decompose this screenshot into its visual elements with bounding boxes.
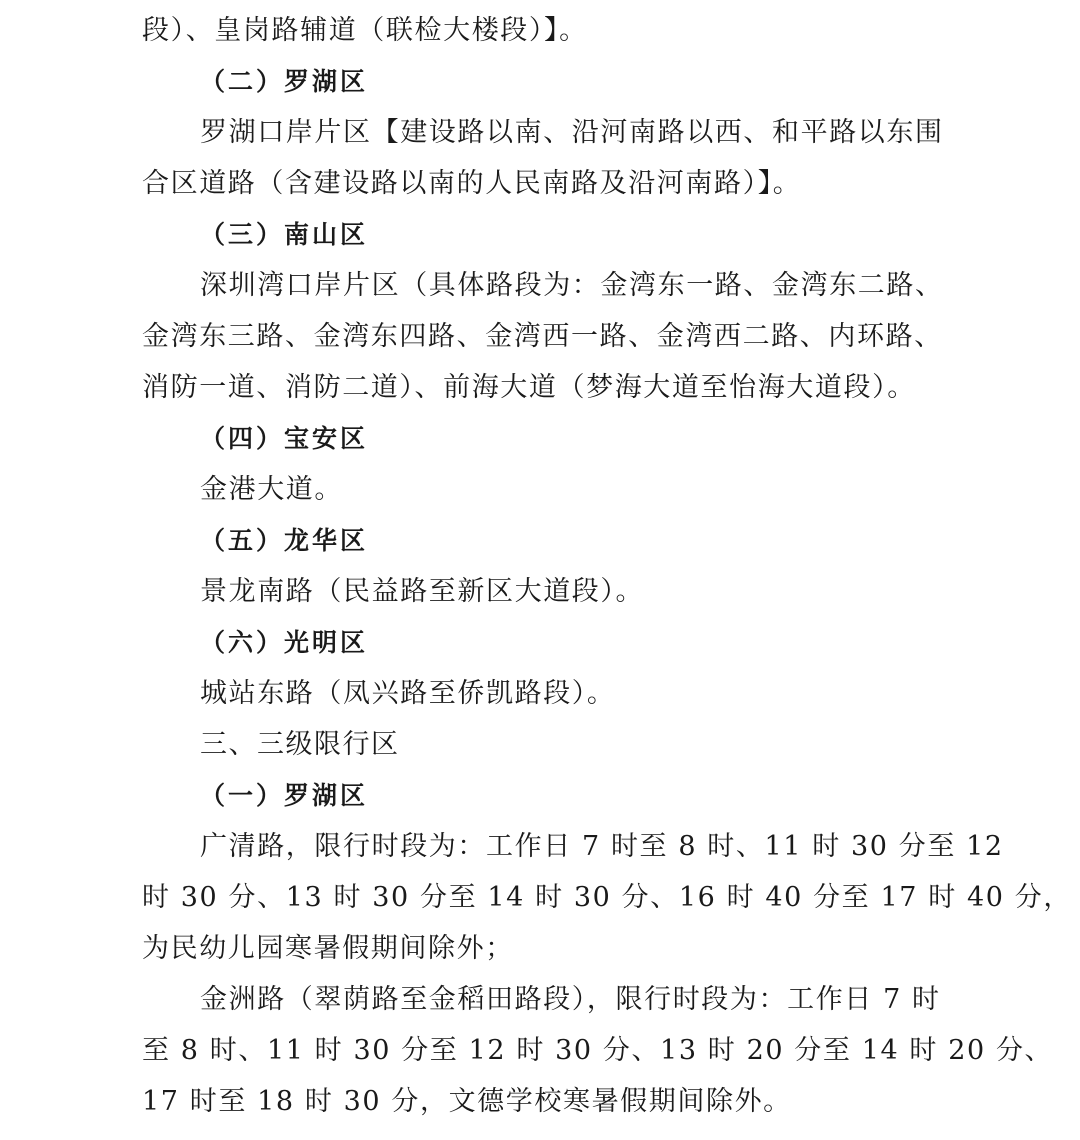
paragraph-line: 段）、皇岗路辅道（联检大楼段）】。 [142,15,588,46]
paragraph-line: 消防一道、消防二道）、前海大道（梦海大道至怡海大道段）。 [142,372,916,403]
paragraph-line: 时 30 分、13 时 30 分至 14 时 30 分、16 时 40 分至 17 时 40 分， [142,882,1072,913]
paragraph-line: 景龙南路（民益路至新区大道段）。 [200,576,645,607]
paragraph-line: 深圳湾口岸片区（具体路段为：金湾东一路、金湾东二路、 [200,270,944,301]
paragraph-line: 罗湖口岸片区【建设路以南、沿河南路以西、和平路以东围 [200,117,944,148]
paragraph-line: 金湾东三路、金湾东四路、金湾西一路、金湾西二路、内环路、 [142,321,943,352]
subsection-heading: （六）光明区 [200,628,369,657]
subsection-heading: （四）宝安区 [200,424,369,453]
subsection-heading: （三）南山区 [200,220,369,249]
paragraph-line: 17 时至 18 时 30 分，文德学校寒暑假期间除外。 [142,1086,792,1117]
paragraph-line: 为民幼儿园寒暑假期间除外； [142,933,514,964]
paragraph-line: 城站东路（凤兴路至侨凯路段）。 [200,678,616,709]
section-heading: 三、三级限行区 [200,729,400,760]
paragraph-line: 至 8 时、11 时 30 分至 12 时 30 分、13 时 20 分至 14 时 20 分、 [142,1035,1054,1066]
subsection-heading: （二）罗湖区 [200,67,369,96]
subsection-heading: （五）龙华区 [200,526,369,555]
paragraph-line: 金港大道。 [200,474,343,505]
paragraph-line: 合区道路（含建设路以南的人民南路及沿河南路）】。 [142,168,802,199]
subsection-heading: （一）罗湖区 [200,781,369,810]
paragraph-line: 金洲路（翠荫路至金稻田路段），限行时段为：工作日 7 时 [200,984,941,1015]
paragraph-line: 广清路，限行时段为：工作日 7 时至 8 时、11 时 30 分至 12 [200,831,1004,862]
